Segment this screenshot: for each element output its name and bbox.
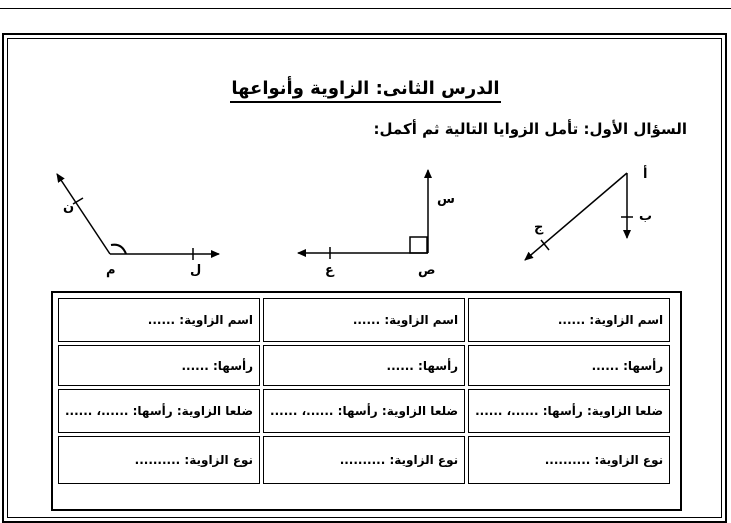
- row-angle-name: [58, 298, 670, 342]
- cell-vertex[interactable]: رأسها: ......: [468, 345, 670, 386]
- cell-angle-type[interactable]: نوع الزاوية: ..........: [263, 436, 465, 484]
- label-ain: ع: [325, 263, 334, 278]
- question-text: السؤال الأول: تأمل الزوايا التالية ثم أكمل:: [373, 120, 687, 138]
- left-angle-figure: [57, 174, 219, 260]
- cell-vertex[interactable]: رأسها: ......: [58, 345, 260, 386]
- cell-angle-name[interactable]: اسم الزاوية: ......: [58, 298, 260, 342]
- cell-angle-name[interactable]: اسم الزاوية: ......: [263, 298, 465, 342]
- middle-angle-figure: [298, 170, 428, 259]
- cell-angle-type[interactable]: نوع الزاوية: ..........: [468, 436, 670, 484]
- cell-sides[interactable]: ضلعا الزاوية: رأسها: ......، ......: [263, 389, 465, 433]
- label-sin: س: [437, 192, 455, 207]
- label-jim: ج: [534, 220, 544, 235]
- right-angle-mark: [410, 237, 427, 253]
- row-angle-type: [58, 436, 670, 484]
- angle-arc: [111, 245, 126, 254]
- row-sides: [58, 389, 670, 433]
- answer-table: [55, 295, 673, 487]
- label-alef: أ: [643, 167, 648, 182]
- label-sad: ص: [418, 263, 436, 278]
- lesson-title-text: الدرس الثانى: الزاوية وأنواعها: [230, 78, 500, 103]
- cell-angle-type[interactable]: نوع الزاوية: ..........: [58, 436, 260, 484]
- label-ba: ب: [639, 209, 653, 224]
- row-vertex: [58, 345, 670, 386]
- ray-to-j: [525, 173, 627, 260]
- cell-sides[interactable]: ضلعا الزاوية: رأسها: ......، ......: [58, 389, 260, 433]
- label-mim: م: [106, 263, 116, 278]
- label-nun: ن: [63, 200, 75, 215]
- cell-sides[interactable]: ضلعا الزاوية: رأسها: ......، ......: [468, 389, 670, 433]
- label-lam: ل: [190, 263, 202, 278]
- cell-vertex[interactable]: رأسها: ......: [263, 345, 465, 386]
- cell-angle-name[interactable]: اسم الزاوية: ......: [468, 298, 670, 342]
- right-angle-figure: [525, 173, 633, 260]
